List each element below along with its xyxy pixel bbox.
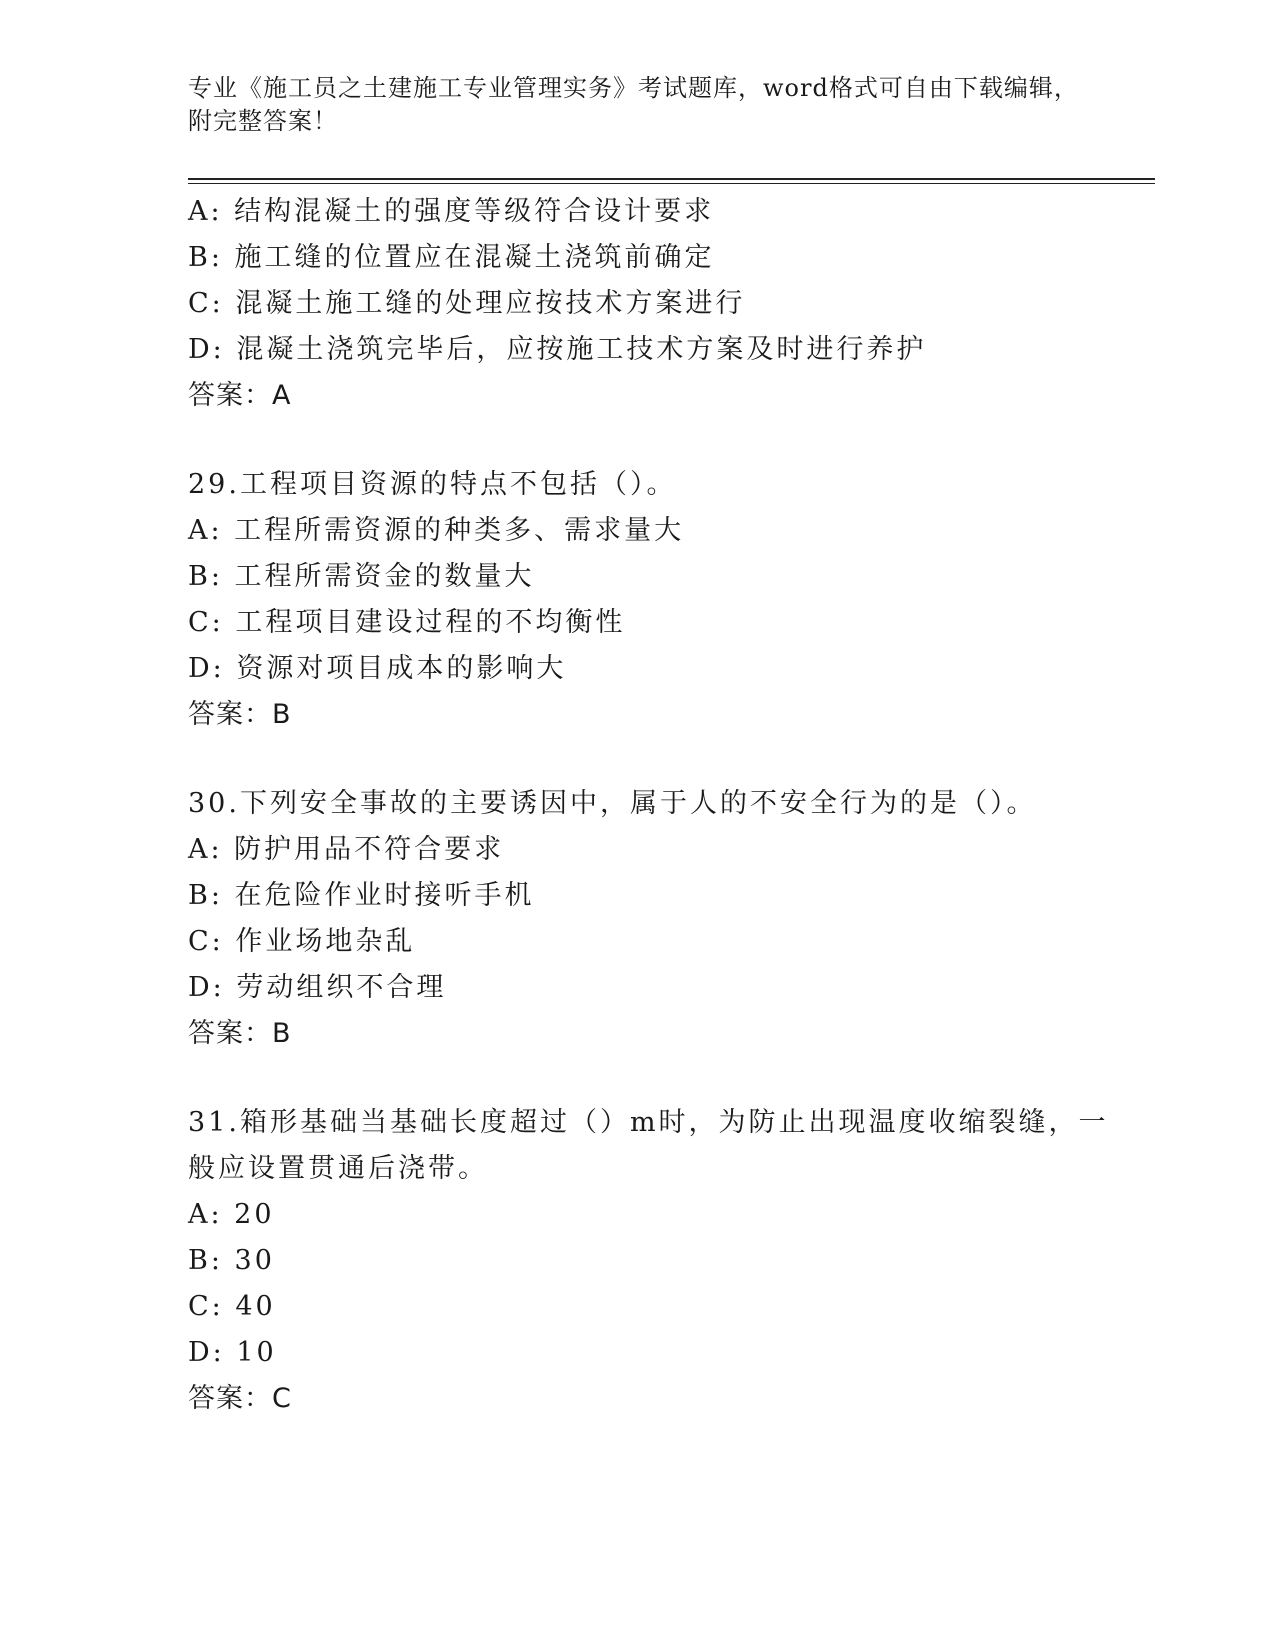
option-b: B: 施工缝的位置应在混凝土浇筑前确定 xyxy=(188,242,715,273)
question-30 xyxy=(188,781,1088,1057)
option-c: C: 混凝土施工缝的处理应按技术方案进行 xyxy=(188,288,746,319)
header-line-1: 专业《施工员之土建施工专业管理实务》考试题库，word格式可自由下载编辑， xyxy=(188,74,1079,102)
question-list xyxy=(188,189,1109,1422)
question-28 xyxy=(188,189,1088,419)
question-29 xyxy=(188,462,1088,738)
option-b: B: 工程所需资金的数量大 xyxy=(188,561,535,592)
option-a: A: 工程所需资源的种类多、需求量大 xyxy=(188,515,685,546)
spacer xyxy=(188,419,1088,462)
header-divider-thin xyxy=(188,183,1155,184)
spacer xyxy=(188,738,1088,781)
answer-line: 答案：C xyxy=(188,1383,292,1414)
question-stem: 30.下列安全事故的主要诱因中，属于人的不安全行为的是（）。 xyxy=(188,788,1037,819)
answer-line: 答案：B xyxy=(188,1018,292,1049)
option-b: B: 在危险作业时接听手机 xyxy=(188,880,535,911)
header-divider-thick xyxy=(188,178,1155,180)
option-a: A: 结构混凝土的强度等级符合设计要求 xyxy=(188,196,715,227)
question-stem-line-2: 般应设置贯通后浇带。 xyxy=(188,1153,488,1184)
header-line-2: 附完整答案！ xyxy=(188,107,338,135)
option-d: D: 资源对项目成本的影响大 xyxy=(188,653,567,684)
option-c: C: 工程项目建设过程的不均衡性 xyxy=(188,607,626,638)
option-c: C: 作业场地杂乱 xyxy=(188,926,416,957)
option-a: A: 防护用品不符合要求 xyxy=(188,834,505,865)
option-a: A: 20 xyxy=(188,1199,275,1230)
option-b: B: 30 xyxy=(188,1245,275,1276)
answer-line: 答案：B xyxy=(188,699,292,730)
document-header xyxy=(188,72,1088,138)
option-d: D: 混凝土浇筑完毕后，应按施工技术方案及时进行养护 xyxy=(188,334,927,365)
question-stem-line-1: 31.箱形基础当基础长度超过（）m时，为防止出现温度收缩裂缝，一 xyxy=(188,1107,1109,1138)
question-31 xyxy=(188,1100,1109,1422)
option-d: D: 劳动组织不合理 xyxy=(188,972,447,1003)
spacer xyxy=(188,1057,1088,1100)
option-c: C: 40 xyxy=(188,1291,276,1322)
answer-line: 答案：A xyxy=(188,380,292,411)
question-stem: 29.工程项目资源的特点不包括（）。 xyxy=(188,469,677,500)
option-d: D: 10 xyxy=(188,1337,277,1368)
